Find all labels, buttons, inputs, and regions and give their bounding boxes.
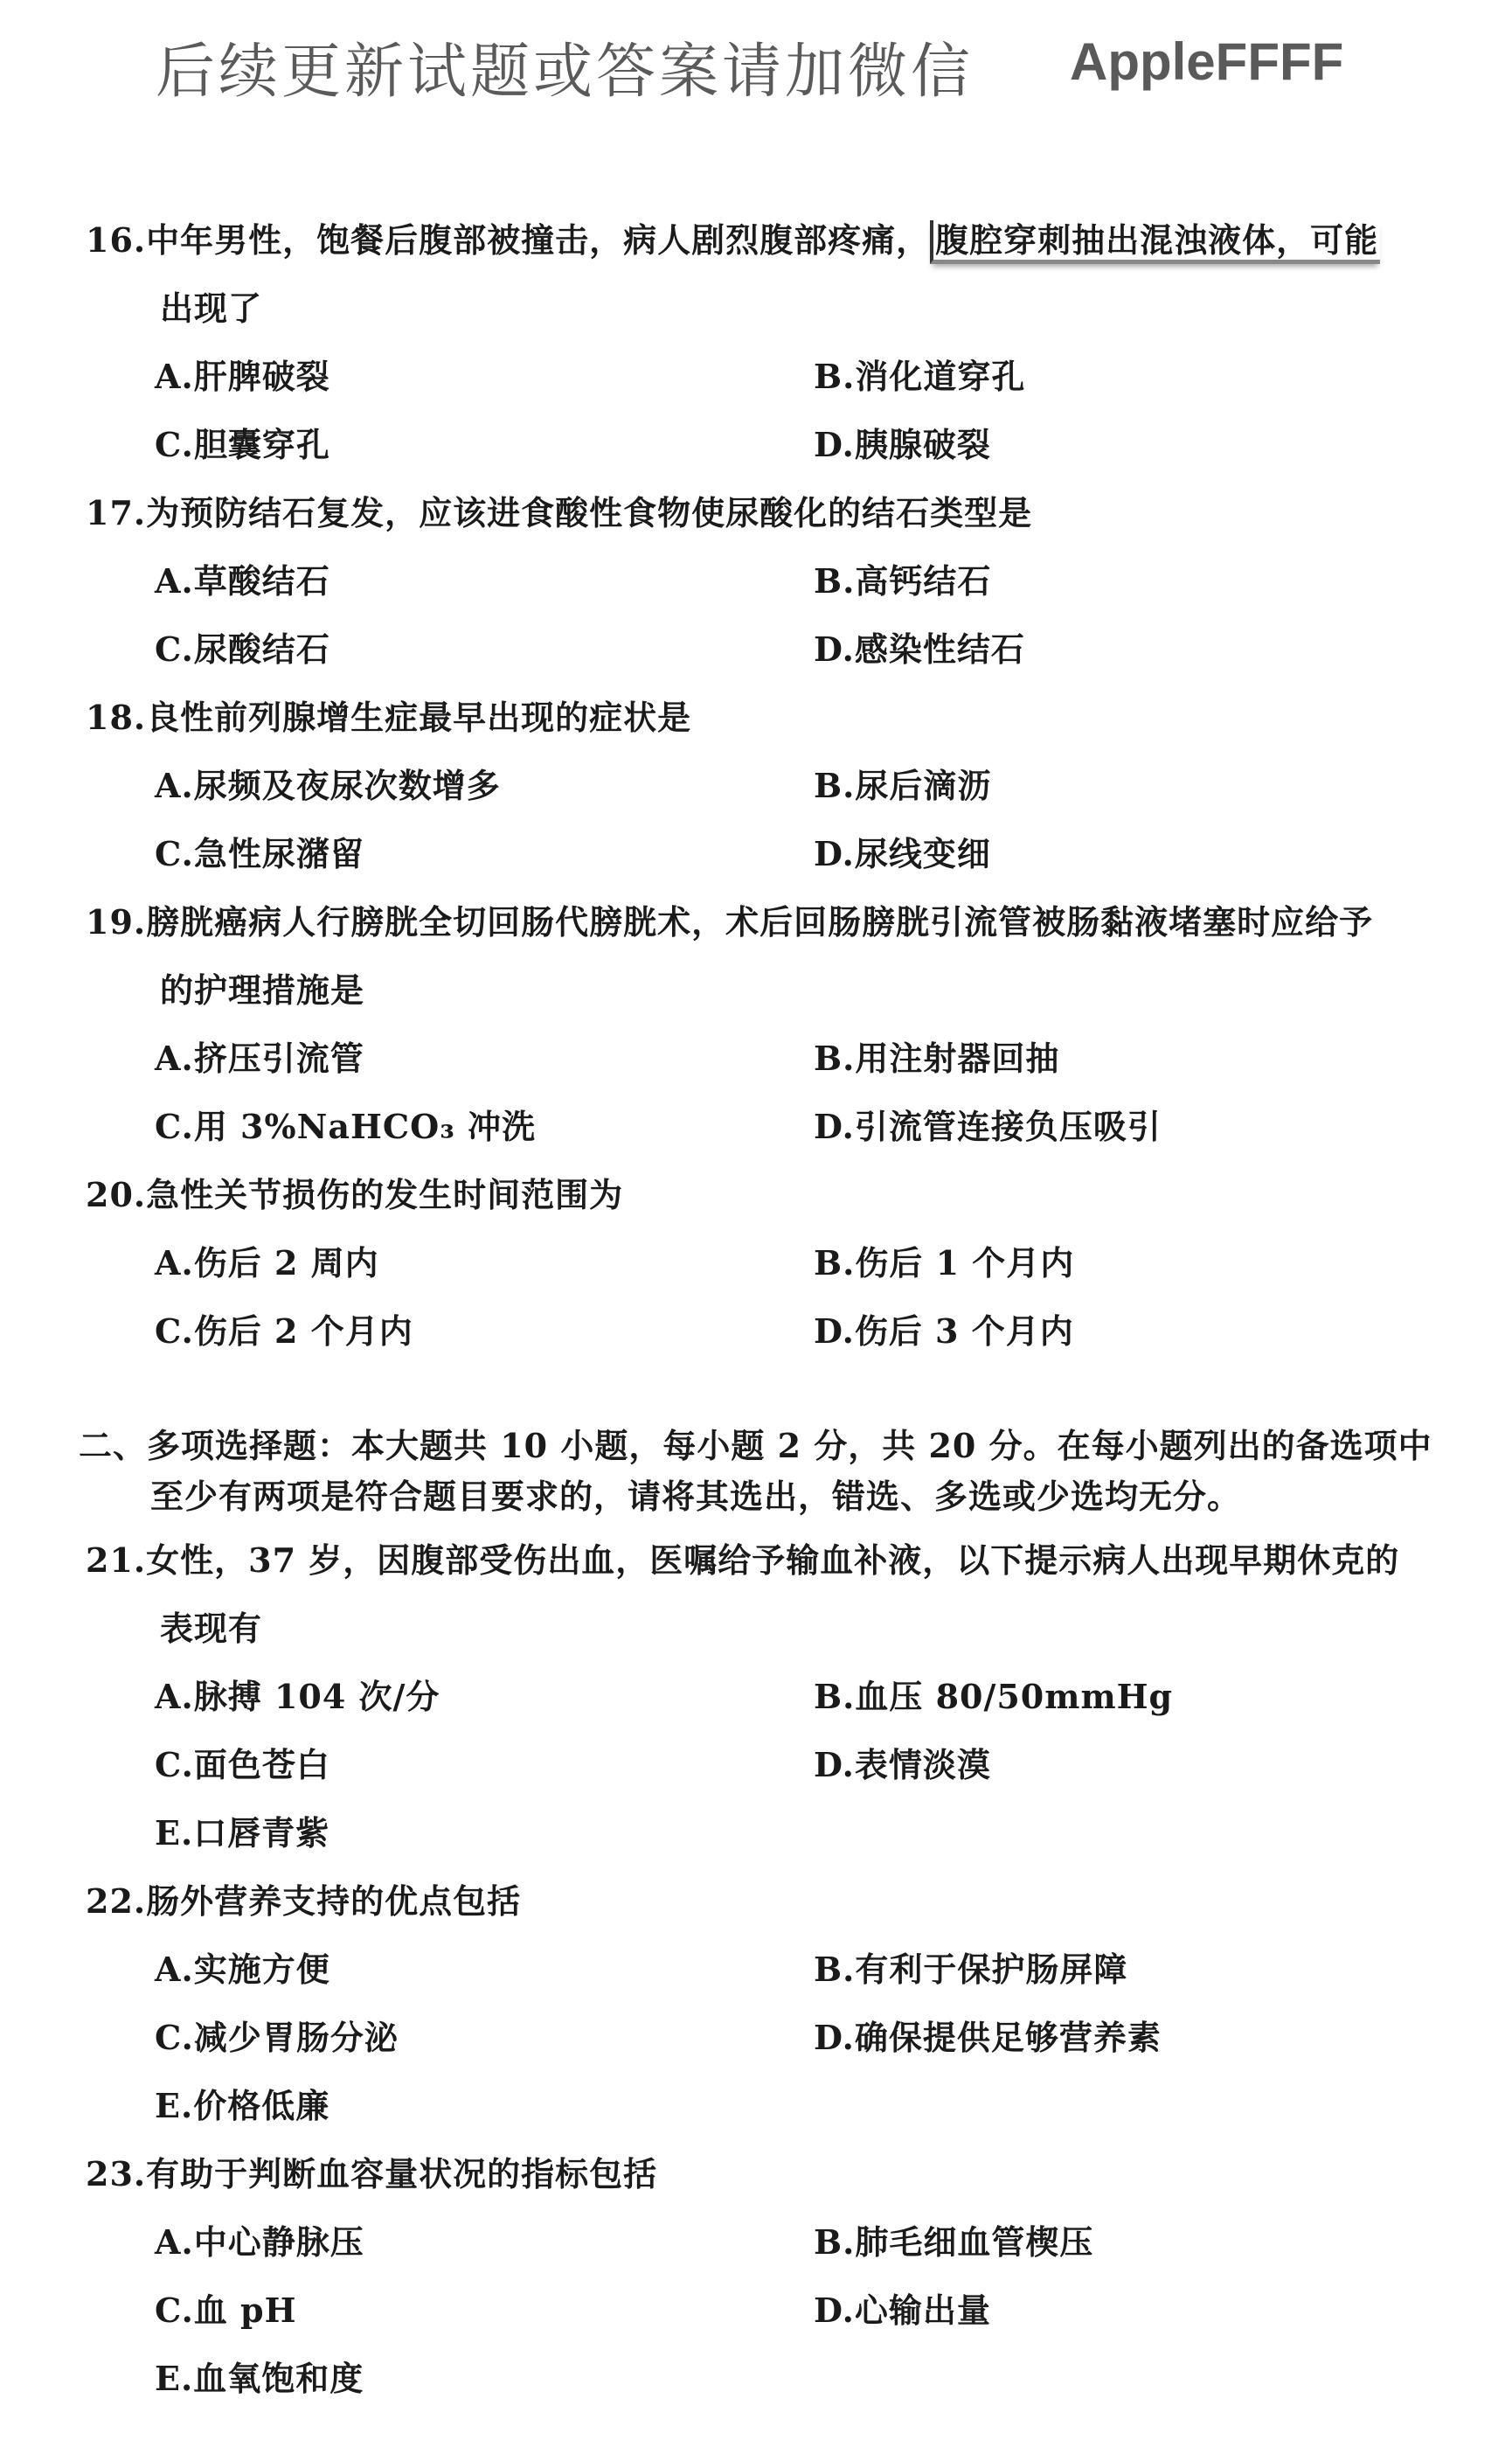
option-a [155, 1674, 440, 1720]
option-letter: A. [155, 561, 194, 601]
option-text: 尿线变细 [854, 834, 991, 873]
question-line [86, 1538, 1399, 1583]
option-letter: E. [155, 1813, 194, 1853]
option-letter: A. [155, 2222, 194, 2262]
option-text: 中心静脉压 [193, 2222, 364, 2262]
option-text: 尿酸结石 [193, 629, 330, 669]
option-letter: C. [155, 834, 194, 873]
option-b [814, 2220, 1093, 2265]
option-letter: A. [155, 357, 194, 396]
option-a [155, 2220, 364, 2265]
option-letter: C. [155, 629, 194, 669]
option-c [155, 2015, 399, 2061]
option-text: 感染性结石 [854, 629, 1025, 669]
option-letter: D. [814, 1311, 855, 1351]
option-c [155, 1104, 536, 1150]
option-text: 表情淡漠 [854, 1745, 991, 1784]
question-text: 急性关节损伤的发生时间范围为 [146, 1175, 624, 1214]
question-number: 22. [86, 1881, 147, 1921]
option-letter: E. [155, 2086, 194, 2125]
option-letter: D. [814, 2291, 855, 2330]
question-text: 膀胱癌病人行膀胱全切回肠代膀胱术，术后回肠膀胱引流管被肠黏液堵塞时应给予 [146, 902, 1374, 942]
option-text: 肺毛细血管楔压 [855, 2222, 1094, 2262]
section-number: 二、 [79, 1426, 148, 1465]
question-line [160, 1606, 262, 1651]
option-letter: B. [814, 2222, 856, 2262]
question-number: 21. [86, 1540, 147, 1580]
option-b [814, 1947, 1127, 1992]
option-b [814, 1241, 1074, 1286]
option-text: 血 pH [193, 2291, 297, 2330]
option-text: 尿后滴沥 [855, 766, 992, 805]
option-e [155, 2356, 364, 2402]
option-text: 挤压引流管 [193, 1039, 364, 1078]
option-d [814, 422, 991, 468]
option-letter: C. [155, 1107, 194, 1146]
option-letter: C. [155, 2291, 194, 2330]
option-text: 伤后 2 个月内 [193, 1311, 413, 1351]
question-text: 肠外营养支持的优点包括 [146, 1881, 522, 1921]
option-letter: D. [814, 1745, 855, 1784]
option-letter: B. [814, 1950, 856, 1989]
option-text: 伤后 2 周内 [193, 1243, 379, 1283]
option-b [814, 1674, 1173, 1720]
stamped-question-text: 腹腔穿刺抽出混浊液体，可能 [930, 220, 1380, 264]
option-a [155, 559, 330, 604]
option-d [814, 1309, 1074, 1354]
option-letter: B. [814, 766, 856, 805]
option-letter: D. [814, 1107, 855, 1146]
option-text: 实施方便 [193, 1950, 330, 1989]
question-line [86, 900, 1373, 945]
question-text: 为预防结石复发，应该进食酸性食物使尿酸化的结石类型是 [146, 493, 1033, 532]
option-letter: B. [814, 357, 856, 396]
option-letter: B. [814, 1677, 856, 1716]
question-line [160, 968, 364, 1013]
question-number: 19. [86, 902, 147, 942]
option-text: 口唇青紫 [193, 1813, 330, 1853]
question-line [86, 490, 1032, 536]
option-letter: D. [814, 425, 855, 464]
option-text: 脉搏 104 次/分 [193, 1677, 440, 1716]
section-heading [79, 1423, 1432, 1469]
option-text: 减少胃肠分泌 [193, 2018, 399, 2057]
question-number: 18. [86, 698, 147, 737]
option-text: 高钙结石 [855, 561, 992, 601]
option-text: 确保提供足够营养素 [854, 2018, 1162, 2057]
option-letter: B. [814, 561, 856, 601]
option-d [814, 627, 1025, 672]
section-text: 至少有两项是符合题目要求的，请将其选出，错选、多选或少选均无分。 [150, 1477, 1242, 1516]
section-heading [150, 1474, 1241, 1519]
option-a [155, 1036, 364, 1081]
question-line [86, 1172, 623, 1218]
question-number: 23. [86, 2154, 147, 2193]
option-a [155, 763, 501, 809]
option-d [814, 1104, 1162, 1150]
section-text: 多项选择题：本大题共 10 小题，每小题 2 分，共 20 分。在每小题列出的备选项中 [147, 1426, 1432, 1465]
question-line [86, 695, 691, 740]
option-letter: D. [814, 2018, 855, 2057]
option-c [155, 422, 330, 468]
option-d [814, 831, 991, 877]
option-text: 消化道穿孔 [855, 357, 1026, 396]
option-b [814, 1036, 1059, 1081]
option-text: 血压 80/50mmHg [855, 1677, 1174, 1716]
option-letter: A. [155, 766, 194, 805]
question-text: 中年男性，饱餐后腹部被撞击，病人剧烈腹部疼痛， [146, 220, 931, 260]
question-text: 表现有 [160, 1609, 263, 1648]
option-a [155, 1241, 379, 1286]
question-text: 良性前列腺增生症最早出现的症状是 [146, 698, 692, 737]
option-b [814, 354, 1025, 400]
question-text: 女性，37 岁，因腹部受伤出血，医嘱给予输血补液，以下提示病人出现早期休克的 [146, 1540, 1400, 1580]
option-text: 有利于保护肠屏障 [855, 1950, 1128, 1989]
option-a [155, 354, 330, 400]
option-text: 伤后 1 个月内 [855, 1243, 1075, 1283]
option-letter: E. [155, 2359, 194, 2398]
question-number: 16. [86, 220, 147, 260]
option-text: 价格低廉 [193, 2086, 330, 2125]
option-e [155, 1811, 329, 1856]
question-line [86, 2152, 657, 2197]
watermark-header: 后续更新试题或答案请加微信 [156, 38, 974, 107]
option-text: 肝脾破裂 [193, 357, 330, 396]
wechat-id: AppleFFFF [1070, 32, 1344, 91]
option-text: 尿频及夜尿次数增多 [193, 766, 501, 805]
option-b [814, 763, 991, 809]
option-b [814, 559, 991, 604]
option-c [155, 627, 330, 672]
option-text: 草酸结石 [193, 561, 330, 601]
option-text: 伤后 3 个月内 [854, 1311, 1074, 1351]
option-letter: A. [155, 1243, 194, 1283]
option-text: 胰腺破裂 [854, 425, 991, 464]
option-letter: B. [814, 1039, 856, 1078]
option-d [814, 2015, 1162, 2061]
option-letter: A. [155, 1950, 194, 1989]
option-text: 血氧饱和度 [193, 2359, 364, 2398]
option-letter: C. [155, 425, 194, 464]
question-text: 有助于判断血容量状况的指标包括 [146, 2154, 658, 2193]
option-c [155, 2288, 297, 2333]
option-text: 用 3%NaHCO₃ 冲洗 [193, 1107, 537, 1146]
option-e [155, 2083, 329, 2129]
option-letter: D. [814, 629, 855, 669]
option-c [155, 831, 364, 877]
option-text: 用注射器回抽 [855, 1039, 1060, 1078]
option-letter: C. [155, 1311, 194, 1351]
option-letter: B. [814, 1243, 856, 1283]
option-text: 胆囊穿孔 [193, 425, 330, 464]
option-letter: A. [155, 1039, 194, 1078]
question-line [86, 1879, 521, 1924]
option-text: 心输出量 [854, 2291, 991, 2330]
option-letter: C. [155, 2018, 194, 2057]
option-text: 面色苍白 [193, 1745, 330, 1784]
option-letter: A. [155, 1677, 194, 1716]
question-text: 的护理措施是 [160, 970, 365, 1010]
question-line [160, 286, 262, 331]
option-d [814, 2288, 991, 2333]
option-letter: C. [155, 1745, 194, 1784]
option-a [155, 1947, 330, 1992]
option-letter: D. [814, 834, 855, 873]
option-c [155, 1742, 330, 1788]
question-line [86, 218, 1380, 263]
option-text: 引流管连接负压吸引 [854, 1107, 1162, 1146]
question-text: 出现了 [160, 288, 263, 328]
option-c [155, 1309, 413, 1354]
option-text: 急性尿潴留 [193, 834, 364, 873]
question-number: 20. [86, 1175, 147, 1214]
question-number: 17. [86, 493, 147, 532]
option-d [814, 1742, 991, 1788]
